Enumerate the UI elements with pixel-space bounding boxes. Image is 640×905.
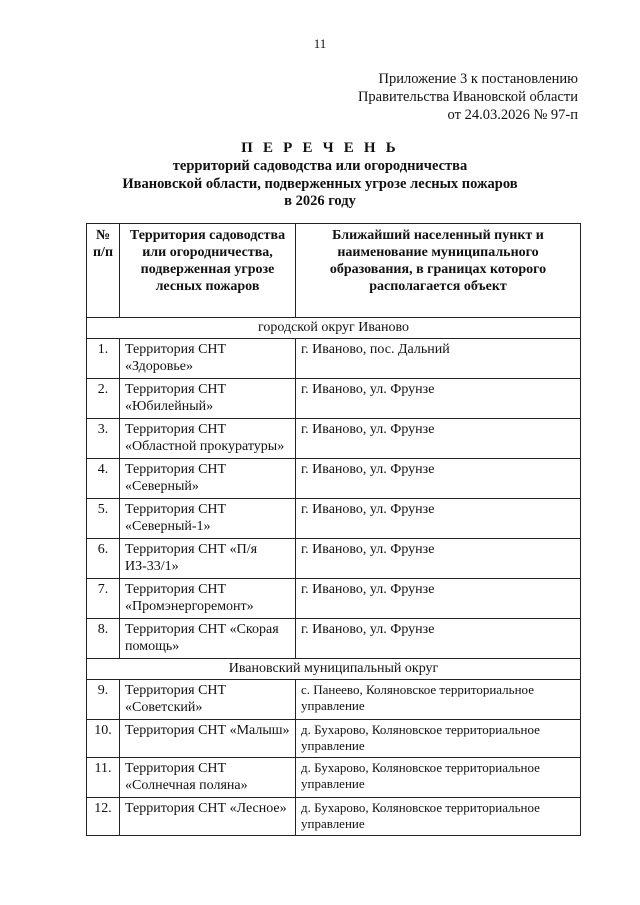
table-row [87,720,581,758]
table-row [87,419,581,459]
header-territory: Территория садоводства или огородничества, подверженная угрозе лесных пожаров [120,224,296,318]
appendix-line-2: Правительства Ивановской области [357,89,578,105]
row-territory: Территория СНТ «Скорая помощь» [120,619,296,659]
table-header-row [87,224,581,318]
row-place: г. Иваново, ул. Фрунзе [296,539,581,579]
row-place: г. Иваново, ул. Фрунзе [296,619,581,659]
table-row [87,379,581,419]
row-territory: Территория СНТ «Здоровье» [120,339,296,379]
group-row [87,659,581,680]
row-num: 9. [87,680,120,720]
title-line-2: Ивановской области, подверженных угрозе лесных пожаров [122,175,518,192]
row-place: г. Иваново, пос. Дальний [296,339,581,379]
row-territory: Территория СНТ «Солнечная поляна» [120,758,296,798]
row-territory: Территория СНТ «Лесное» [120,798,296,836]
title-line-3: в 2026 году [284,193,356,209]
row-place: д. Бухарово, Коляновское территориальное управление [296,758,581,798]
row-num: 4. [87,459,120,499]
page-number: 11 [313,36,327,51]
row-place: г. Иваново, ул. Фрунзе [296,459,581,499]
row-num: 1. [87,339,120,379]
document-title [0,138,640,211]
row-territory: Территория СНТ «П/я ИЗ-33/1» [120,539,296,579]
row-num: 2. [87,379,120,419]
table-row [87,499,581,539]
row-place: д. Бухарово, Коляновское территориальное управление [296,798,581,836]
title-heading: П Е Р Е Ч Е Н Ь [241,140,399,156]
table-row [87,579,581,619]
table-row [87,758,581,798]
header-place: Ближайший населенный пункт и наименование муниципального образования, в границах которого располагается объект [296,224,581,318]
row-num: 12. [87,798,120,836]
table-row [87,459,581,499]
row-num: 11. [87,758,120,798]
row-place: д. Бухарово, Коляновское территориальное управление [296,720,581,758]
header-num: № п/п [87,224,120,318]
row-num: 6. [87,539,120,579]
row-territory: Территория СНТ «Юбилейный» [120,379,296,419]
table-row [87,619,581,659]
table-row [87,539,581,579]
row-territory: Территория СНТ «Промэнергоремонт» [120,579,296,619]
group-row [87,318,581,339]
row-place: г. Иваново, ул. Фрунзе [296,579,581,619]
appendix-line-1: Приложение 3 к постановлению [378,71,578,87]
row-num: 7. [87,579,120,619]
row-territory: Территория СНТ «Советский» [120,680,296,720]
title-line-1: территорий садоводства или огородничества [172,158,468,174]
row-territory: Территория СНТ «Областной прокуратуры» [120,419,296,459]
table-row [87,680,581,720]
row-num: 8. [87,619,120,659]
group-name: городской округ Иваново [87,318,581,339]
territories-table [86,223,581,836]
row-place: г. Иваново, ул. Фрунзе [296,419,581,459]
row-place: с. Панеево, Коляновское территориальное управление [296,680,581,720]
appendix-line-3: от 24.03.2026 № 97-п [447,107,578,123]
row-territory: Территория СНТ «Малыш» [120,720,296,758]
row-num: 5. [87,499,120,539]
row-territory: Территория СНТ «Северный-1» [120,499,296,539]
row-place: г. Иваново, ул. Фрунзе [296,499,581,539]
row-num: 10. [87,720,120,758]
row-num: 3. [87,419,120,459]
group-name: Ивановский муниципальный округ [87,659,581,680]
table-row [87,798,581,836]
table-row [87,339,581,379]
appendix-caption [358,70,578,124]
row-territory: Территория СНТ «Северный» [120,459,296,499]
row-place: г. Иваново, ул. Фрунзе [296,379,581,419]
